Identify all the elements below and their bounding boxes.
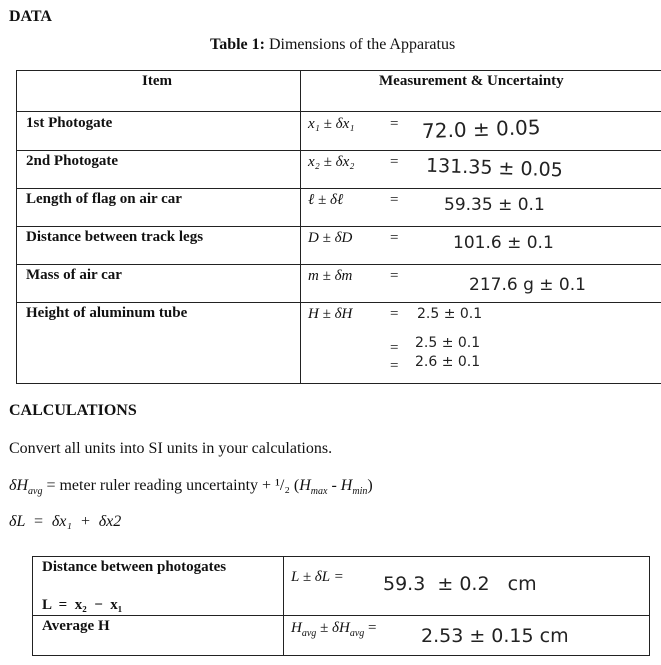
row-equals: = <box>390 358 399 374</box>
row-divider <box>17 302 661 303</box>
row-equals: = <box>390 340 399 356</box>
row-equals: = <box>390 154 399 170</box>
formula-dh-avg <box>9 477 373 497</box>
symbol-part: ± δH <box>316 620 350 636</box>
row-label-distance: Distance between photogates <box>42 559 227 575</box>
formula-subscript: min <box>352 486 368 498</box>
handwritten-value: 217.6 g ± 0.1 <box>469 275 586 295</box>
formula-symbol: H <box>340 477 353 494</box>
row-symbol: m ± δm <box>308 268 353 284</box>
formula-subscript: max <box>310 486 328 498</box>
formula-dl: δL = δx₁ + δx2 <box>9 513 122 530</box>
col-header-item: Item <box>142 73 172 89</box>
row-item-label: 2nd Photogate <box>26 153 119 169</box>
handwritten-value: 2.5 ± 0.1 <box>417 306 483 322</box>
formula-symbol: H <box>299 477 311 494</box>
handwritten-value: 101.6 ± 0.1 <box>453 233 554 253</box>
row-item-label: Height of aluminum tube <box>26 305 188 321</box>
symbol-part: H <box>291 620 302 636</box>
col-header-measurement: Measurement & Uncertainty <box>379 73 564 89</box>
handwritten-value: 2.6 ± 0.1 <box>415 354 481 370</box>
handwritten-value: 2.53 ± 0.15 cm <box>421 625 569 647</box>
row-symbol: D ± δD <box>308 230 353 246</box>
dimensions-table <box>16 70 661 384</box>
row-label-average-h: Average H <box>42 618 110 634</box>
table1-caption-label: Table 1: <box>210 36 265 53</box>
instruction-text: Convert all units into SI units in your calculations. <box>9 440 333 457</box>
column-divider <box>300 71 301 383</box>
row-symbol: x₂ ± δx₂ <box>308 154 355 170</box>
row-item-label: Mass of air car <box>26 267 122 283</box>
symbol-equals: = <box>364 620 377 636</box>
formula-subscript: avg <box>28 486 43 498</box>
row-symbol: ℓ ± δℓ <box>308 192 344 208</box>
row-divider <box>33 615 649 616</box>
handwritten-value: 72.0 ± 0.05 <box>421 114 541 144</box>
row-item-label: Length of flag on air car <box>26 191 182 207</box>
row-equals: = <box>390 268 399 284</box>
row-symbol <box>291 620 377 639</box>
row-symbol: L ± δL = <box>291 569 344 585</box>
table1-caption-text: Dimensions of the Apparatus <box>268 36 456 53</box>
row-symbol: H ± δH <box>308 306 353 322</box>
row-divider <box>17 150 661 151</box>
row-divider <box>17 111 661 112</box>
calculations-table <box>32 556 650 656</box>
calculations-heading: CALCULATIONS <box>9 402 137 419</box>
row-divider <box>17 264 661 265</box>
formula-symbol: δH <box>9 477 28 494</box>
column-divider <box>283 557 284 655</box>
row-symbol: x₁ ± δx₁ <box>308 116 355 132</box>
row-divider <box>17 226 661 227</box>
row-equals: = <box>390 230 399 246</box>
row-equals: = <box>390 116 399 132</box>
row-formula-distance: L = x₂ − x₁ <box>42 597 123 613</box>
handwritten-value: 131.35 ± 0.05 <box>425 154 564 182</box>
formula-text: = meter ruler reading uncertainty + ¹/₂ ( <box>42 477 300 494</box>
row-equals: = <box>390 306 399 322</box>
row-item-label: 1st Photogate <box>26 115 113 131</box>
row-item-label: Distance between track legs <box>26 229 204 245</box>
data-heading: DATA <box>9 8 52 25</box>
formula-close: ) <box>367 477 373 494</box>
row-divider <box>17 188 661 189</box>
formula-minus: - <box>327 477 341 494</box>
table1-caption <box>210 36 455 54</box>
handwritten-value: 59.35 ± 0.1 <box>444 195 545 215</box>
row-equals: = <box>390 192 399 208</box>
symbol-subscript: avg <box>301 628 317 639</box>
handwritten-value: 2.5 ± 0.1 <box>415 335 481 351</box>
handwritten-value: 59.3 ± 0.2 cm <box>383 573 537 595</box>
symbol-subscript: avg <box>349 628 365 639</box>
